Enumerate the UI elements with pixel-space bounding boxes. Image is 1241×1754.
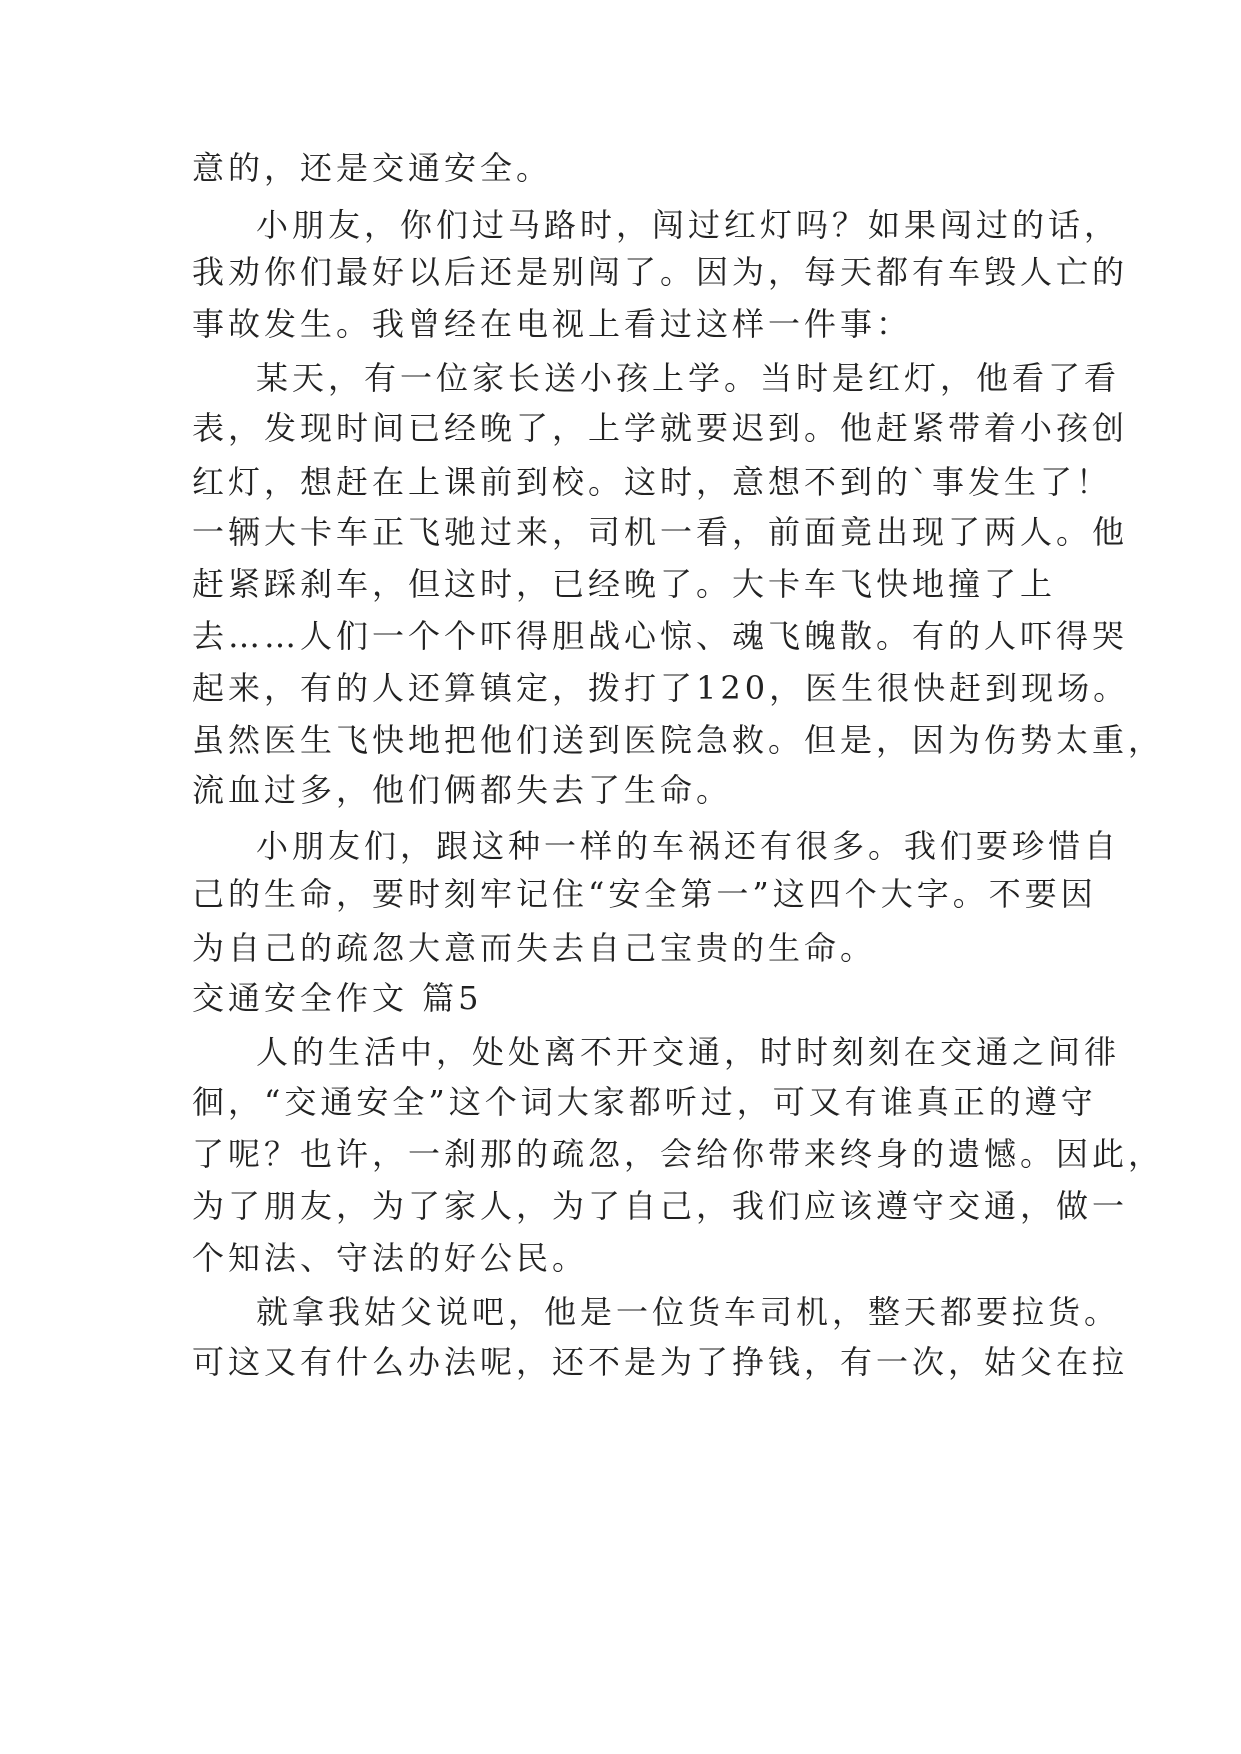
paragraph-line: 为自己的疏忽大意而失去自己宝贵的生命。 — [192, 929, 877, 967]
paragraph-line: 一辆大卡车正飞驰过来，司机一看，前面竟出现了两人。他 — [192, 513, 1129, 551]
paragraph-line: 人的生活中，处处离不开交通，时时刻刻在交通之间徘 — [256, 1033, 1121, 1071]
paragraph-line: 去……人们一个个吓得胆战心惊、魂飞魄散。有的人吓得哭 — [192, 617, 1129, 655]
paragraph-line: 起来，有的人还算镇定，拨打了120，医生很快赶到现场。 — [192, 669, 1130, 707]
paragraph-line: 赶紧踩刹车，但这时，已经晚了。大卡车飞快地撞了上 — [192, 565, 1057, 603]
paragraph-line: 虽然医生飞快地把他们送到医院急救。但是，因为伤势太重， — [192, 721, 1165, 759]
paragraph-line: 了呢？也许，一刹那的疏忽，会给你带来终身的遗憾。因此， — [192, 1135, 1165, 1173]
paragraph-line: 事故发生。我曾经在电视上看过这样一件事： — [192, 305, 913, 343]
paragraph-line: 红灯，想赶在上课前到校。这时，意想不到的`事发生了！ — [192, 463, 1113, 501]
paragraph-line: 表，发现时间已经晚了，上学就要迟到。他赶紧带着小孩创 — [192, 409, 1129, 447]
paragraph-line: 可这又有什么办法呢，还不是为了挣钱，有一次，姑父在拉 — [192, 1343, 1129, 1381]
paragraph-line: 小朋友，你们过马路时，闯过红灯吗？如果闯过的话， — [256, 206, 1121, 244]
paragraph-line: 小朋友们，跟这种一样的车祸还有很多。我们要珍惜自 — [256, 827, 1121, 865]
paragraph-line: 意的，还是交通安全。 — [192, 149, 553, 187]
paragraph-line: 徊，“交通安全”这个词大家都听过，可又有谁真正的遵守 — [192, 1083, 1097, 1121]
paragraph-line: 流血过多，他们俩都失去了生命。 — [192, 771, 733, 809]
paragraph-line: 某天，有一位家长送小孩上学。当时是红灯，他看了看 — [256, 359, 1121, 397]
paragraph-line: 个知法、守法的好公民。 — [192, 1239, 589, 1277]
paragraph-line: 我劝你们最好以后还是别闯了。因为，每天都有车毁人亡的 — [192, 253, 1129, 291]
paragraph-line: 就拿我姑父说吧，他是一位货车司机，整天都要拉货。 — [256, 1293, 1121, 1331]
paragraph-line: 己的生命，要时刻牢记住“安全第一”这四个大字。不要因 — [192, 875, 1097, 913]
paragraph-line: 为了朋友，为了家人，为了自己，我们应该遵守交通，做一 — [192, 1187, 1129, 1225]
section-heading: 交通安全作文 篇5 — [192, 979, 483, 1017]
